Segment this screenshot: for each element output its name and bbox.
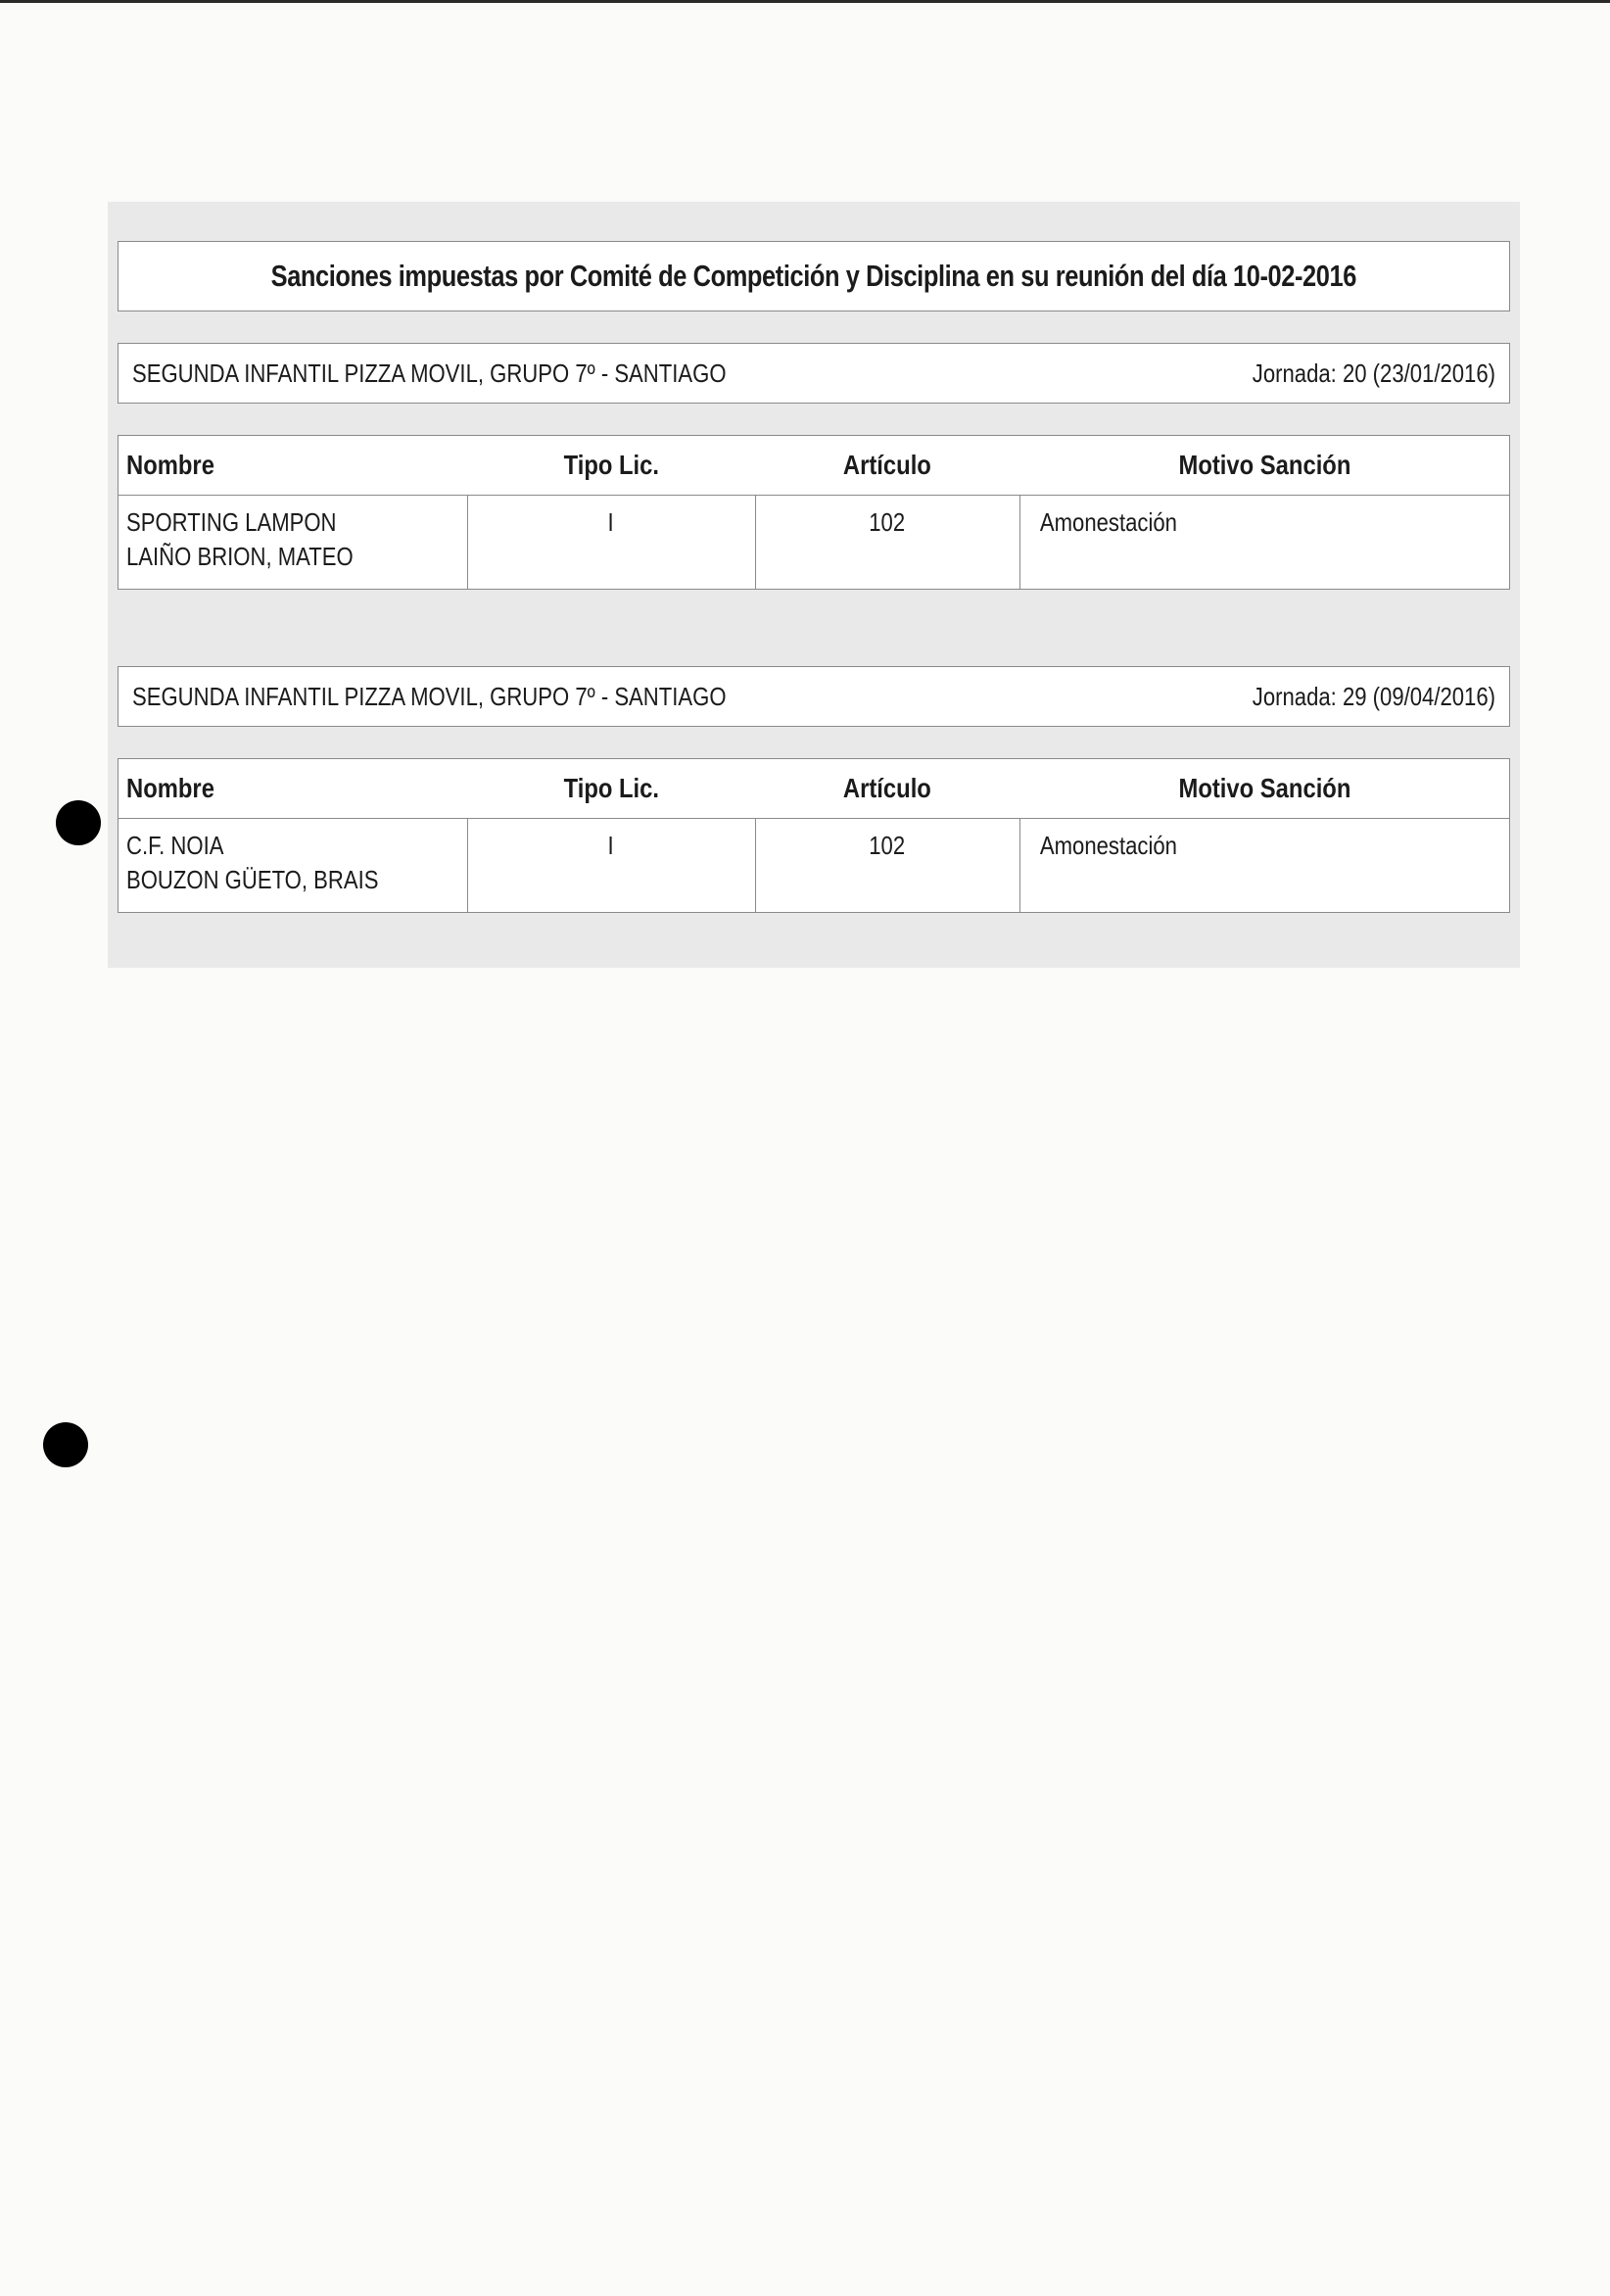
player-name: BOUZON GÜETO, BRAIS [126,865,379,894]
cell-articulo: 102 [755,496,1019,590]
table-header-row [118,759,1509,819]
column-header-motivo: Motivo Sanción [1019,436,1509,496]
column-header-nombre: Nombre [118,759,467,819]
column-header-tipo-lic: Tipo Lic. [467,436,755,496]
sanctions-table [118,758,1510,913]
document-title-box [118,241,1510,311]
player-name: LAIÑO BRION, MATEO [126,542,354,571]
column-header-nombre: Nombre [118,436,467,496]
sanctions-panel [108,202,1520,968]
cell-nombre [118,819,467,913]
competition-header [118,666,1510,727]
cell-tipo-lic: I [467,496,755,590]
cell-nombre [118,496,467,590]
column-header-motivo: Motivo Sanción [1019,759,1509,819]
competition-name: SEGUNDA INFANTIL PIZZA MOVIL, GRUPO 7º - SANTIAGO [132,358,727,388]
table-row [118,819,1509,913]
column-header-articulo: Artículo [755,759,1019,819]
cell-tipo-lic: I [467,819,755,913]
competition-name: SEGUNDA INFANTIL PIZZA MOVIL, GRUPO 7º - SANTIAGO [132,681,727,711]
cell-motivo: Amonestación [1039,507,1177,537]
competition-header [118,343,1510,404]
jornada-label: Jornada: 20 (23/01/2016) [1252,358,1495,388]
table-header-row [118,436,1509,496]
cell-motivo: Amonestación [1039,831,1177,860]
cell-articulo: 102 [755,819,1019,913]
top-border-rule [0,0,1610,3]
club-name: SPORTING LAMPON [126,507,337,537]
sanctions-table [118,435,1510,590]
column-header-articulo: Artículo [755,436,1019,496]
column-header-tipo-lic: Tipo Lic. [467,759,755,819]
binder-hole-mark [43,1422,88,1467]
jornada-label: Jornada: 29 (09/04/2016) [1252,681,1495,711]
table-row [118,496,1509,590]
binder-hole-mark [56,800,101,845]
club-name: C.F. NOIA [126,831,224,860]
document-title: Sanciones impuestas por Comité de Competición y Disciplina en su reunión del día 10-02-2016 [270,259,1357,293]
